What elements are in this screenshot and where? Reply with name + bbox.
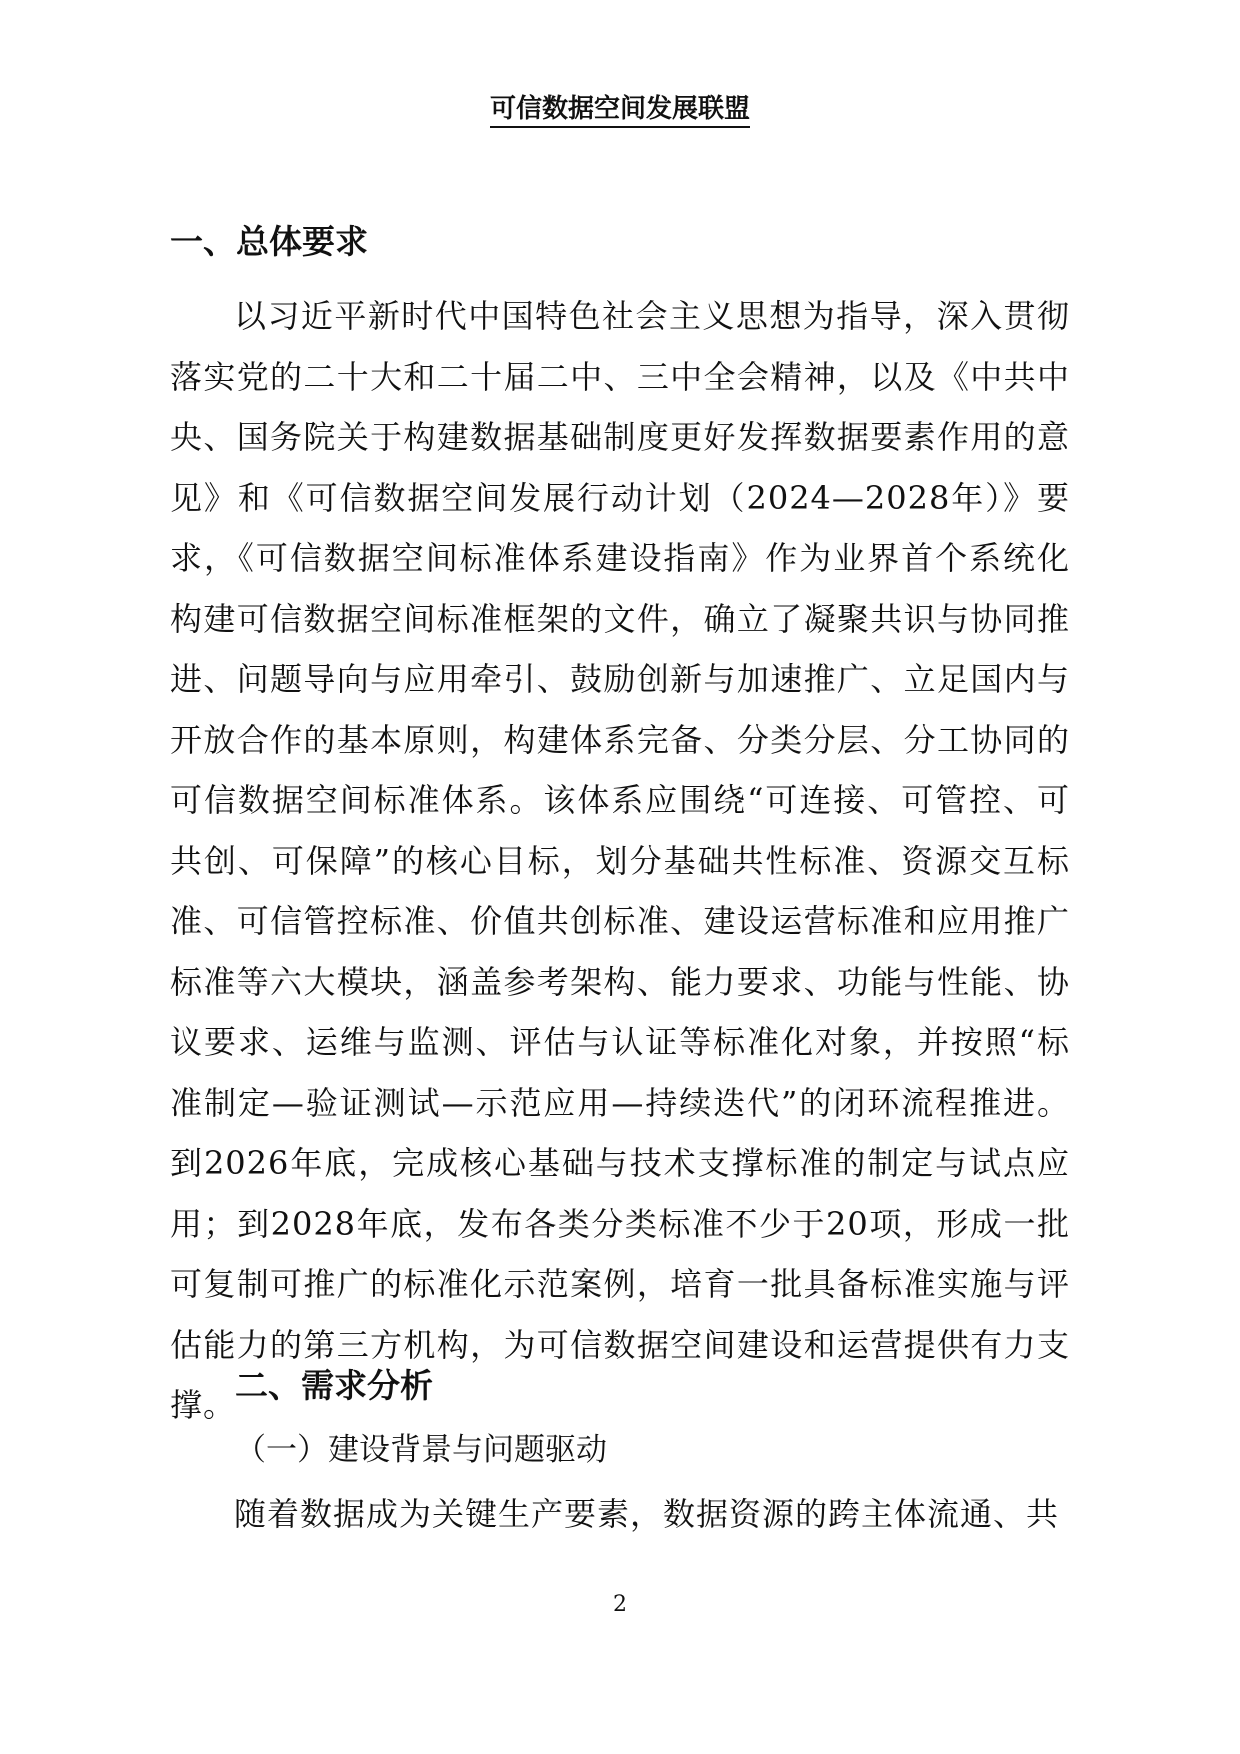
section-paragraph-overall-requirements: 以习近平新时代中国特色社会主义思想为指导，深入贯彻落实党的二十大和二十届二中、三中全会精神，以及《中共中央、国务院关于构建数据基础制度更好发挥数据要素作用的意见》和《可信数据空间发展行动计划（2024—2028年）》要求，《可信数据空间标准体系建设指南》作为业界首个系统化构建可信数据空间标准框架的文件，确立了凝聚共识与协同推进、问题导向与应用牵引、鼓励创新与加速推广、立足国内与开放合作的基本原则，构建体系完备、分类分层、分工协同的可信数据空间标准体系。该体系应围绕“可连接、可管控、可共创、可保障”的核心目标，划分基础共性标准、资源交互标准、可信管控标准、价值共创标准、建设运营标准和应用推广标准等六大模块，涵盖参考架构、能力要求、功能与性能、协议要求、运维与监测、评估与认证等标准化对象，并按照“标准制定—验证测试—示范应用—持续迭代”的闭环流程推进。到2026年底，完成核心基础与技术支撑标准的制定与试点应用；到2028年底，发布各类分类标准不少于20项，形成一批可复制可推广的标准化示范案例，培育一批具备标准实施与评估能力的第三方机构，为可信数据空间建设和运营提供有力支撑。 <box>170 297 1070 1424</box>
header-title: 可信数据空间发展联盟 <box>490 94 750 128</box>
section-heading-demand-analysis: 二、需求分析 <box>235 1366 433 1405</box>
document-header <box>0 92 1240 126</box>
subsection-heading-background: （一）建设背景与问题驱动 <box>235 1432 607 1468</box>
section-paragraph-background: 随着数据成为关键生产要素，数据资源的跨主体流通、共 <box>234 1495 1060 1533</box>
section-heading-overall-requirements: 一、总体要求 <box>170 222 368 261</box>
page-number: 2 <box>613 1592 627 1617</box>
